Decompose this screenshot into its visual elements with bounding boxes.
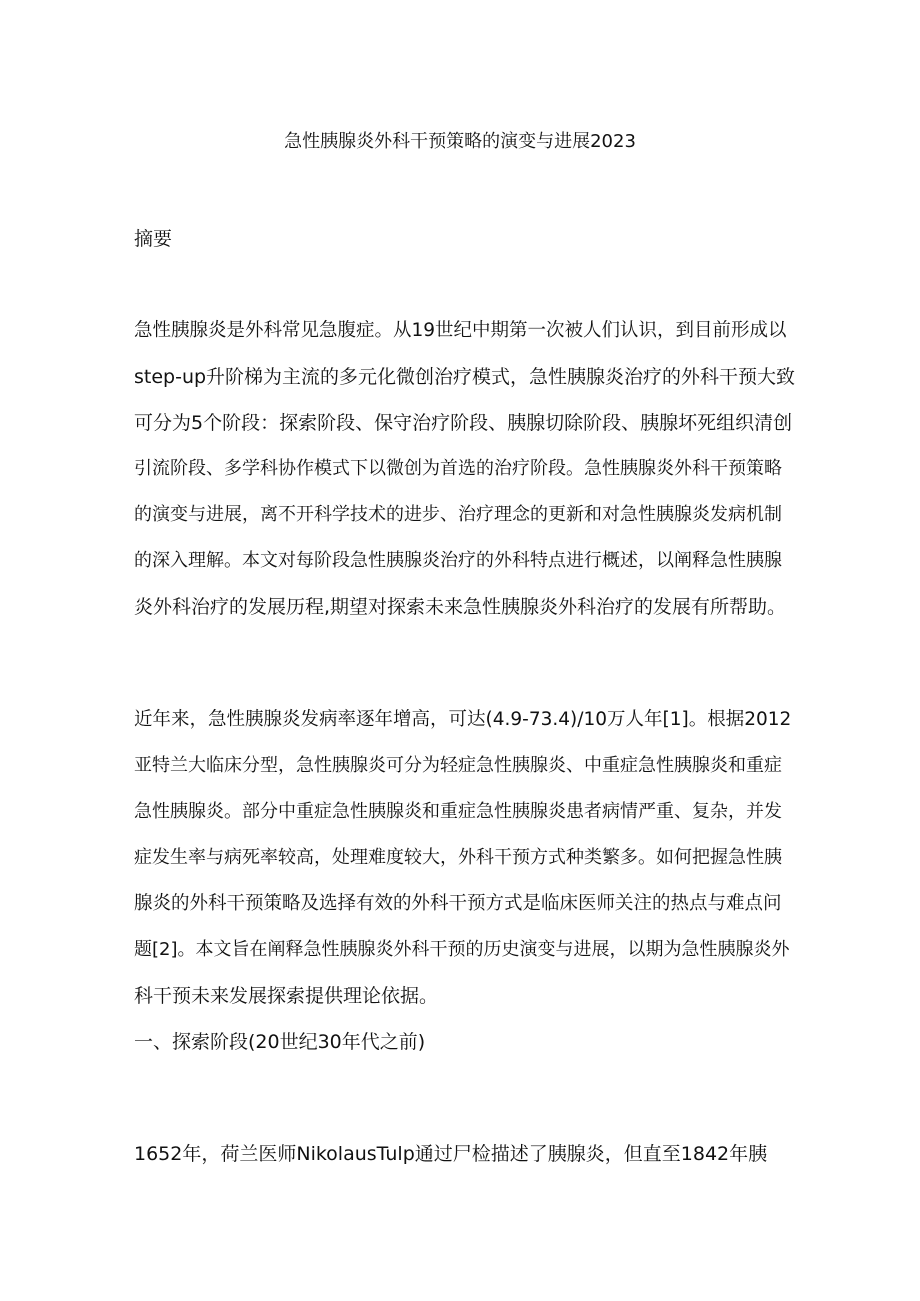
abstract-heading: 摘要 [134,228,173,250]
paragraph-line: 引流阶段、多学科协作模式下以微创为首选的治疗阶段。急性胰腺炎外科干预策略 [134,458,782,479]
paragraph-line: 炎外科治疗的发展历程,期望对探索未来急性胰腺炎外科治疗的发展有所帮助。 [134,596,787,618]
document-title: 急性胰腺炎外科干预策略的演变与进展2023 [284,131,636,152]
paragraph-line: 腺炎的外科干预策略及选择有效的外科干预方式是临床医师关注的热点与难点问 [134,893,782,914]
paragraph-line: 科干预未来发展探索提供理论依据。 [134,985,439,1007]
section-heading: 一、探索阶段(20世纪30年代之前) [134,1031,426,1053]
paragraph-line: 题[2]。本文旨在阐释急性胰腺炎外科干预的历史演变与进展，以期为急性胰腺炎外 [134,939,790,960]
paragraph-line: 亚特兰大临床分型，急性胰腺炎可分为轻症急性胰腺炎、中重症急性胰腺炎和重症 [134,755,782,776]
paragraph-line: 1652年，荷兰医师NikolausTulp通过尸检描述了胰腺炎，但直至1842年胰 [134,1143,768,1165]
paragraph-line: 急性胰腺炎是外科常见急腹症。从19世纪中期第一次被人们认识，到目前形成以 [134,320,787,341]
paragraph-line: 可分为5个阶段：探索阶段、保守治疗阶段、胰腺切除阶段、胰腺坏死组织清创 [134,412,793,434]
paragraph-line: step-up升阶梯为主流的多元化微创治疗模式，急性胰腺炎治疗的外科干预大致 [134,366,796,388]
paragraph-line: 近年来，急性胰腺炎发病率逐年增高，可达(4.9-73.4)/10万人年[1]。根据2012 [134,709,792,730]
paragraph-line: 的演变与进展，离不开科学技术的进步、治疗理念的更新和对急性胰腺炎发病机制 [134,504,782,525]
paragraph-line: 急性胰腺炎。部分中重症急性胰腺炎和重症急性胰腺炎患者病情严重、复杂，并发 [134,801,782,822]
paragraph-line: 的深入理解。本文对每阶段急性胰腺炎治疗的外科特点进行概述，以阐释急性胰腺 [134,550,782,571]
paragraph-line: 症发生率与病死率较高，处理难度较大，外科干预方式种类繁多。如何把握急性胰 [134,847,782,868]
